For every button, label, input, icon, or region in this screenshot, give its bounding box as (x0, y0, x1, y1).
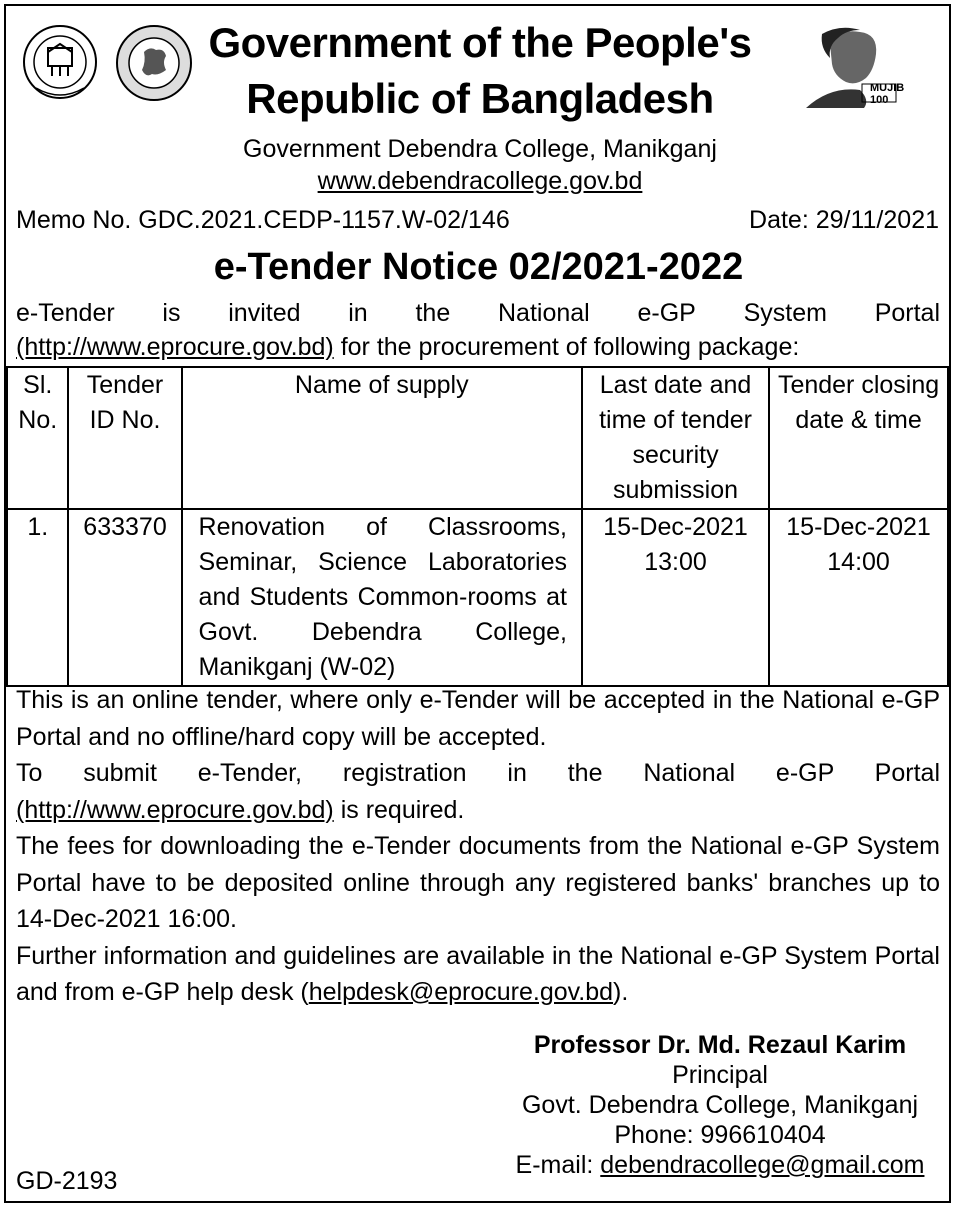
intro-word: in (348, 299, 368, 327)
mujib-100-logo-text: MUJIB 100 (870, 82, 905, 106)
title-line2: Republic of Bangladesh (246, 75, 714, 122)
signatory-name: Professor Dr. Md. Rezaul Karim (533, 1031, 907, 1059)
signatory-designation: Principal (672, 1061, 768, 1089)
intro-line1 (16, 297, 940, 329)
intro-word: Portal (874, 299, 940, 327)
paragraph-fees: The fees for downloading the e-Tender documents from the National e-GP System Portal have to be deposited online through any registered banks' branches up to 14-Dec-2021 16:00. (16, 832, 940, 933)
p2-text-after: is required. (333, 795, 465, 824)
cell-closing-datetime (769, 509, 948, 686)
college-email-link[interactable]: debendracollege@gmail.com (600, 1151, 925, 1179)
signatory-email-line (500, 1150, 940, 1180)
notice-body (16, 682, 940, 1011)
signatory-phone: Phone: 996610404 (614, 1121, 826, 1149)
cell-supply: Renovation of Classrooms, Seminar, Science Laboratories and Students Common-rooms at Govt. Debendra College, Manikganj (W-02) (182, 509, 582, 686)
intro-word: is (162, 299, 181, 327)
header-security-submission: Last date and time of tender security submission (582, 367, 769, 509)
cell-tender-id: 633370 (68, 509, 181, 686)
table-header-row (7, 367, 948, 509)
intro-word: invited (228, 299, 301, 327)
signature-block (500, 1030, 940, 1180)
cell-security-datetime (582, 509, 769, 686)
p2-text: To submit e-Tender, registration in the National e-GP Portal (16, 759, 940, 787)
intro-word: e-GP (637, 299, 696, 327)
closing-time: 14:00 (827, 548, 890, 576)
memo-date: Date: 29/11/2021 (749, 206, 939, 234)
cell-sl: 1. (7, 509, 68, 686)
security-date: 15-Dec-2021 (603, 513, 748, 541)
helpdesk-email-link[interactable]: helpdesk@eprocure.gov.bd (308, 978, 614, 1006)
college-name: Government Debendra College, Manikganj (243, 135, 717, 163)
paragraph-help (16, 938, 940, 1011)
closing-date: 15-Dec-2021 (786, 513, 931, 541)
header-closing-date: Tender closing date & time (769, 367, 948, 509)
college-seal-icon (14, 22, 106, 104)
intro-word: National (497, 299, 590, 327)
intro-word: the (415, 299, 451, 327)
header-sl-no: Sl. No. (7, 367, 68, 509)
eprocure-link[interactable]: (http://www.eprocure.gov.bd) (16, 333, 334, 361)
college-website-link[interactable]: www.debendracollege.gov.bd (317, 167, 643, 195)
intro-word: System (743, 299, 827, 327)
title-line1: Government of the People's (208, 19, 752, 66)
mujib-100-logo-icon (800, 24, 920, 110)
email-label: E-mail: (515, 1151, 601, 1179)
paragraph-online-tender: This is an online tender, where only e-Tender will be accepted in the National e-GP Portal and no offline/hard copy will be accepted. (16, 686, 940, 751)
signatory-institution: Govt. Debendra College, Manikganj (521, 1091, 919, 1119)
gd-code: GD-2193 (16, 1167, 118, 1195)
security-time: 13:00 (644, 548, 707, 576)
intro-rest: for the procurement of following package: (333, 333, 800, 361)
p4-text: Further information and guidelines are available in the National e-GP System Portal and from e-GP help desk ( (16, 941, 940, 1006)
intro-word: e-Tender (16, 299, 115, 327)
p4-text-after: ). (613, 978, 629, 1006)
table-row (7, 509, 948, 686)
memo-number: Memo No. GDC.2021.CEDP-1157.W-02/146 (16, 206, 510, 234)
eprocure-link-2[interactable]: (http://www.eprocure.gov.bd) (16, 795, 334, 824)
header-name-of-supply: Name of supply (182, 367, 582, 509)
intro-line2 (16, 331, 799, 363)
tender-table (6, 366, 949, 687)
header-tender-id: Tender ID No. (68, 367, 181, 509)
notice-title: e-Tender Notice 02/2021-2022 (213, 246, 744, 288)
paragraph-registration (16, 755, 940, 828)
